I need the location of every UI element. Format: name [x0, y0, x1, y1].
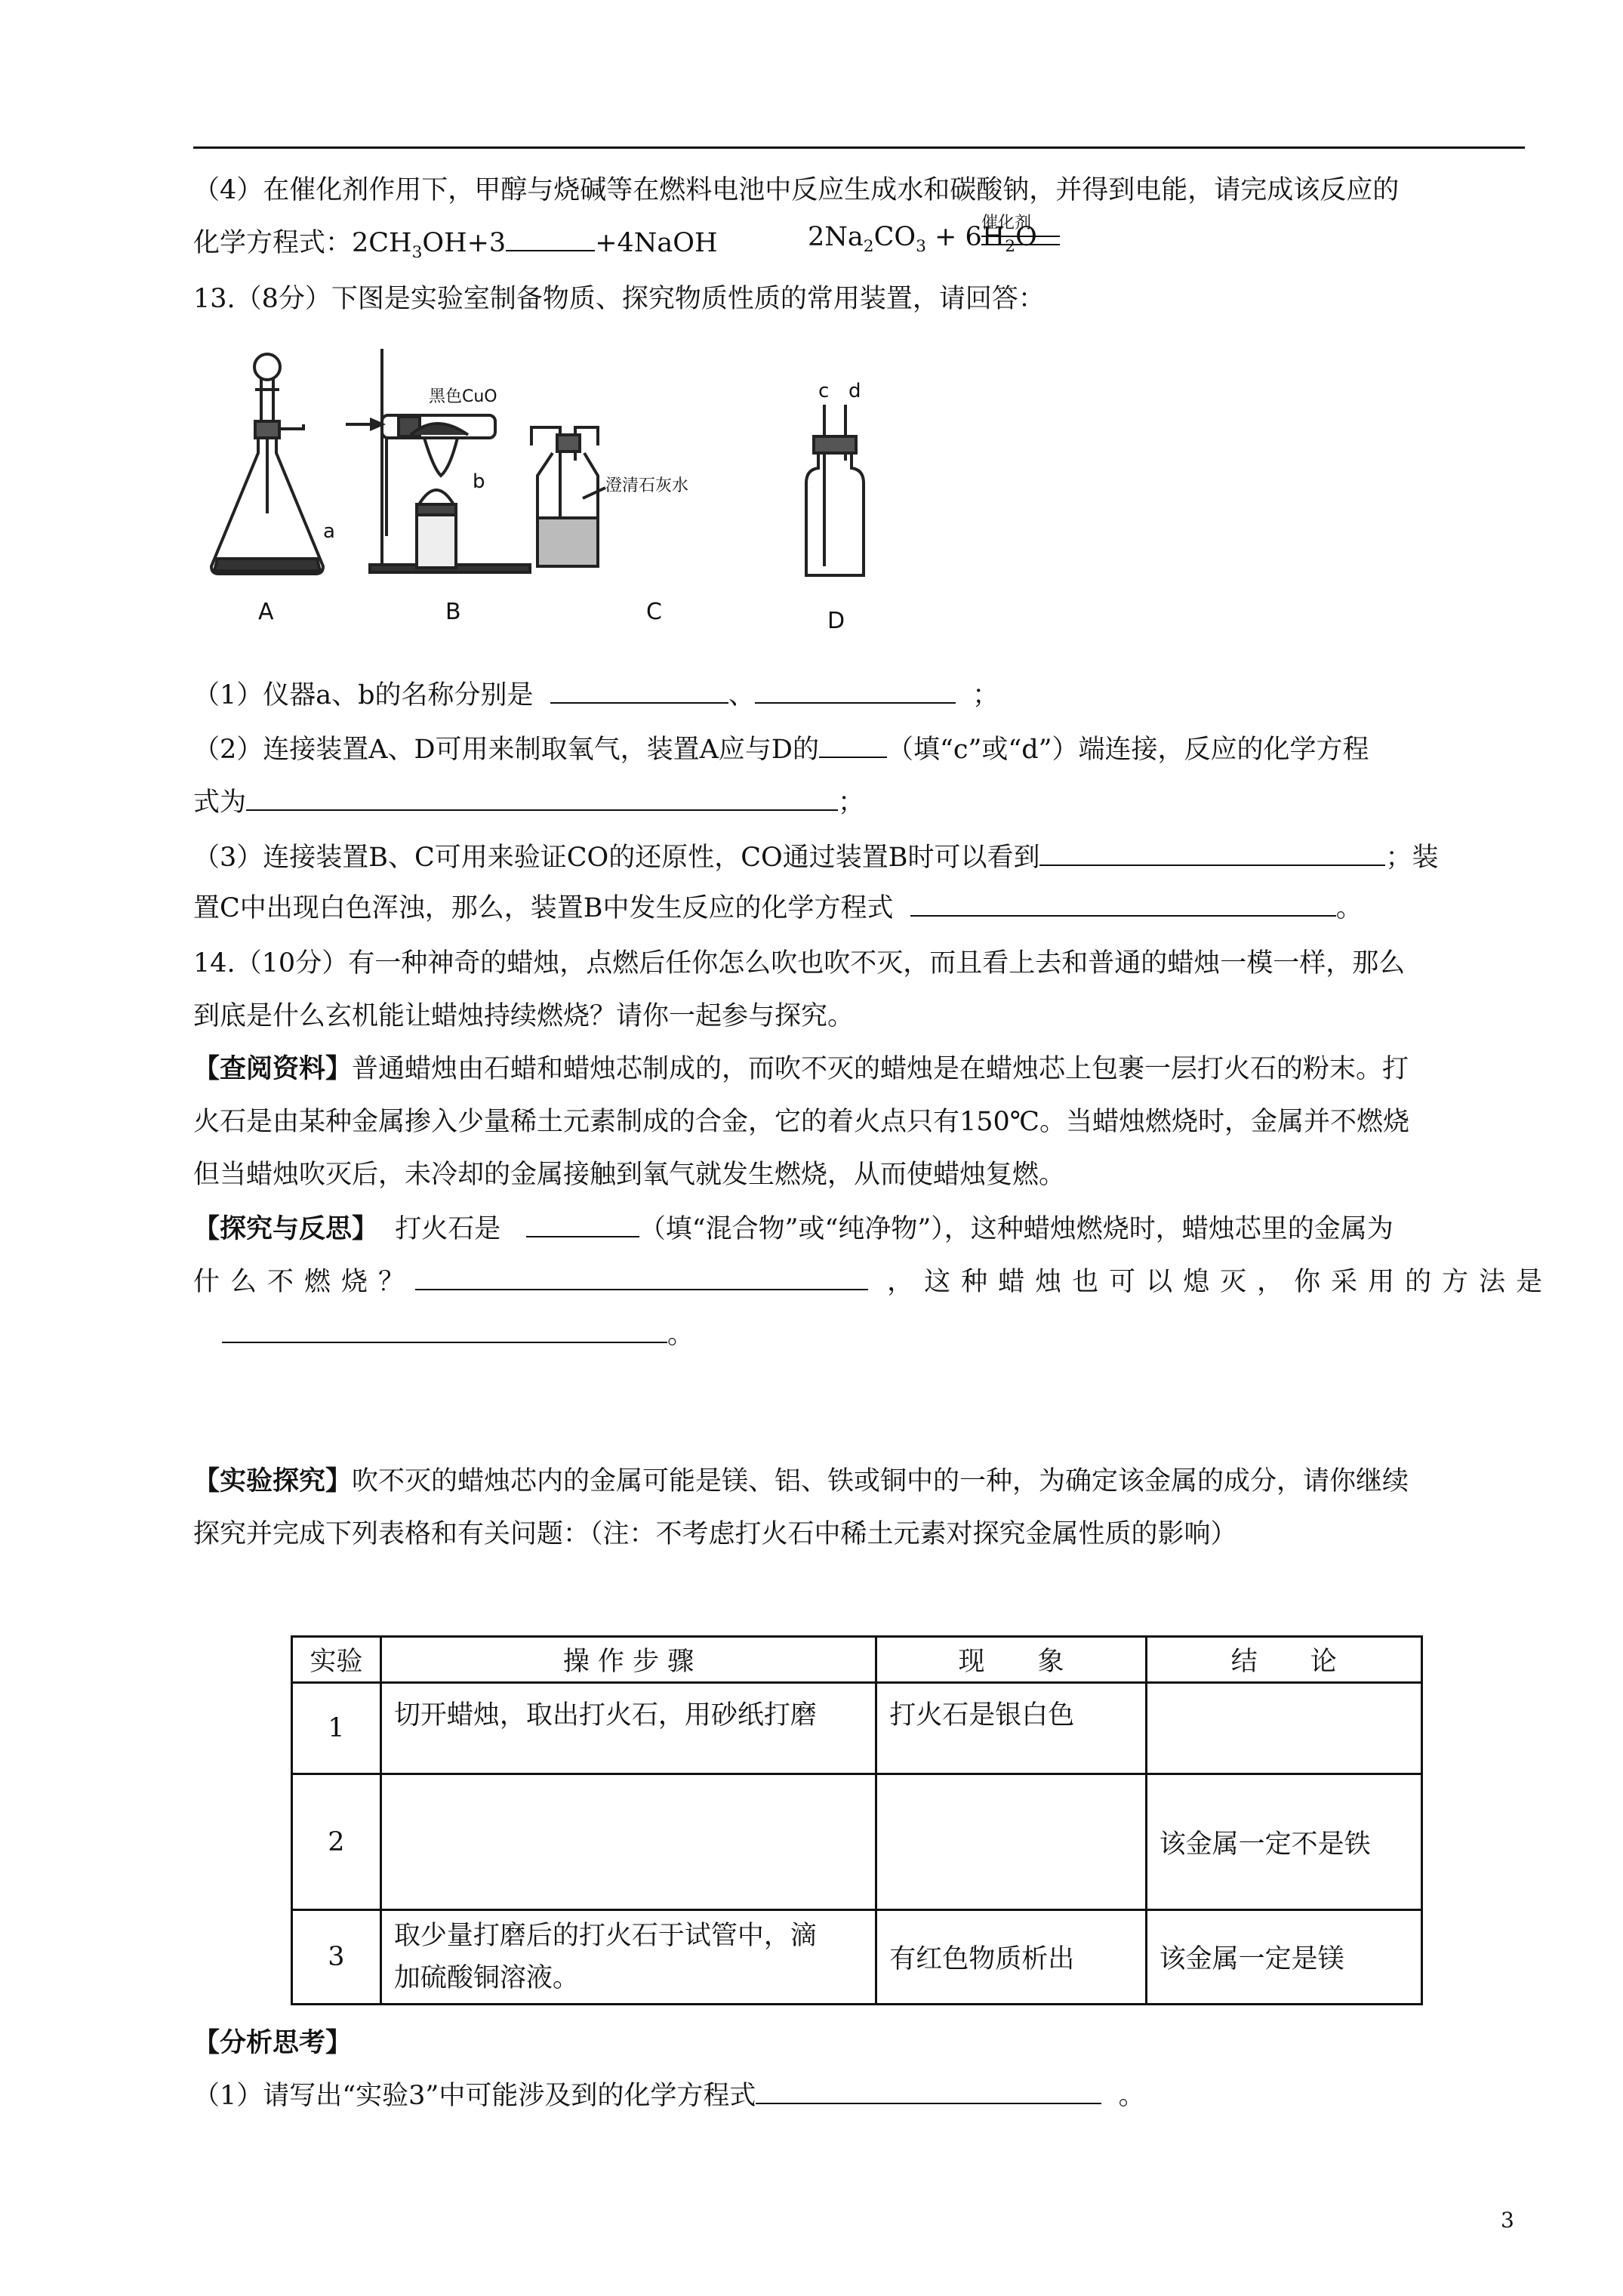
table-header-row: [292, 1637, 1422, 1683]
header-conclusion: 结 论: [1146, 1637, 1421, 1683]
label-b: b: [473, 470, 485, 493]
answer-blank: [550, 674, 728, 704]
q13-part3-line1: （3）连接装置B、C可用来验证CO的还原性，CO通过装置B时可以看到 ；装: [193, 837, 1438, 874]
q14-reflection-line2: 什么不燃烧？ ，这种蜡烛也可以熄灭，你采用的方法是: [193, 1261, 1553, 1299]
label-c: c: [818, 380, 830, 402]
apparatus-c: [531, 427, 605, 566]
q14-title-line2: 到底是什么玄机能让蜡烛持续燃烧？请你一起参与探究。: [193, 1001, 855, 1031]
answer-blank: [756, 2075, 1101, 2104]
header-steps: 操 作 步 骤: [380, 1637, 876, 1683]
answer-blank: [506, 222, 595, 251]
answer-blank: [819, 729, 887, 758]
label-C: C: [646, 599, 662, 625]
q14-ref-line3: 但当蜡烛吹灭后，未冷却的金属接触到氧气就发生燃烧，从而使蜡烛复燃。: [193, 1160, 1066, 1190]
q14-experiment-line2: 探究并完成下列表格和有关问题：（注：不考虑打火石中稀土元素对探究金属性质的影响）: [193, 1519, 1237, 1549]
analysis-heading: 【分析思考】: [193, 2027, 353, 2058]
table-row: 2 该金属一定不是铁: [292, 1774, 1422, 1910]
q14-title-line1: 14.（10分）有一种神奇的蜡烛，点燃后任你怎么吹也吹不灭，而且看上去和普通的蜡烛一模一样，那么: [193, 948, 1406, 978]
answer-cell[interactable]: [380, 1774, 876, 1910]
q14-reflection-line1: 【探究与反思】 打火石是 （填“混合物”或“纯净物”），这种蜡烛燃烧时，蜡烛芯里的金属为: [193, 1208, 1394, 1246]
lab-apparatus-diagram: [198, 340, 968, 636]
answer-blank: [755, 674, 956, 704]
label-d: d: [848, 380, 861, 402]
q14-experiment-line1: 【实验探究】吹不灭的蜡烛芯内的金属可能是镁、铝、铁或铜中的一种，为确定该金属的成分，请你继续: [193, 1465, 1409, 1496]
q13-part2-line2: 式为 ；: [193, 781, 864, 819]
analysis-question1: （1）请写出“实验3”中可能涉及到的化学方程式 。: [193, 2075, 1145, 2113]
table-row: 1 切开蜡烛，取出打火石，用砂纸打磨 打火石是银白色: [292, 1683, 1422, 1774]
answer-blank: [246, 781, 838, 811]
experiment-table: [291, 1635, 1423, 2005]
q12-4-line1: （4）在催化剂作用下，甲醇与烧碱等在燃料电池中反应生成水和碳酸钠，并得到电能，请完成该反应的: [193, 175, 1400, 205]
q14-ref-line2: 火石是由某种金属掺入少量稀土元素制成的合金，它的着火点只有150℃。当蜡烛燃烧时，金属并不燃烧: [193, 1107, 1409, 1137]
reaction-equals-sign: [981, 236, 1060, 245]
answer-cell[interactable]: [1146, 1683, 1421, 1774]
q12-4-equation: 化学方程式：$2CH_3OH+3$ +4NaOH: [193, 222, 718, 262]
q13-title: 13.（8分）下图是实验室制备物质、探究物质性质的常用装置，请回答：: [193, 284, 1045, 314]
header-experiment: 实验: [292, 1637, 381, 1683]
q13-part3-line2: 置C中出现白色浑浊，那么，装置B中发生反应的化学方程式 。: [193, 887, 1363, 925]
q14-reflection-line3: 。: [222, 1314, 694, 1351]
limewater-label: 澄清石灰水: [605, 476, 689, 495]
label-D: D: [827, 608, 845, 634]
header-rule: [193, 146, 1525, 149]
q14-ref-line1: 【查阅资料】普通蜡烛由石蜡和蜡烛芯制成的，而吹不灭的蜡烛是在蜡烛芯上包裹一层打火石的粉末。打: [193, 1053, 1409, 1084]
apparatus-a: [211, 354, 323, 574]
q12-4-products: $2Na_2CO_3 + 6H_2O$: [808, 222, 1037, 256]
label-a: a: [323, 520, 335, 543]
cuo-label: 黑色CuO: [429, 387, 497, 406]
answer-blank: [1039, 837, 1385, 866]
table-row: 3 取少量打磨后的打火石于试管中，滴 加硫酸铜溶液。 有红色物质析出 该金属一定是镁: [292, 1910, 1422, 2005]
apparatus-b: [346, 349, 530, 572]
q13-part2-line1: （2）连接装置A、D可用来制取氧气，装置A应与D的 （填“c”或“d”）端连接，反应的化学方程: [193, 729, 1369, 766]
apparatus-d: [806, 405, 864, 575]
answer-blank: [526, 1208, 639, 1237]
label-A: A: [258, 599, 274, 625]
answer-cell[interactable]: [876, 1774, 1146, 1910]
page-number: 3: [1501, 2208, 1514, 2233]
answer-blank: [222, 1314, 667, 1343]
header-phenomenon: 现 象: [876, 1637, 1146, 1683]
label-B: B: [445, 599, 461, 625]
q13-part1: （1）仪器a、b的名称分别是 、 ；: [193, 674, 999, 712]
answer-blank: [415, 1261, 868, 1290]
catalyst-label: 催化剂: [981, 214, 1032, 233]
answer-blank: [910, 887, 1336, 917]
